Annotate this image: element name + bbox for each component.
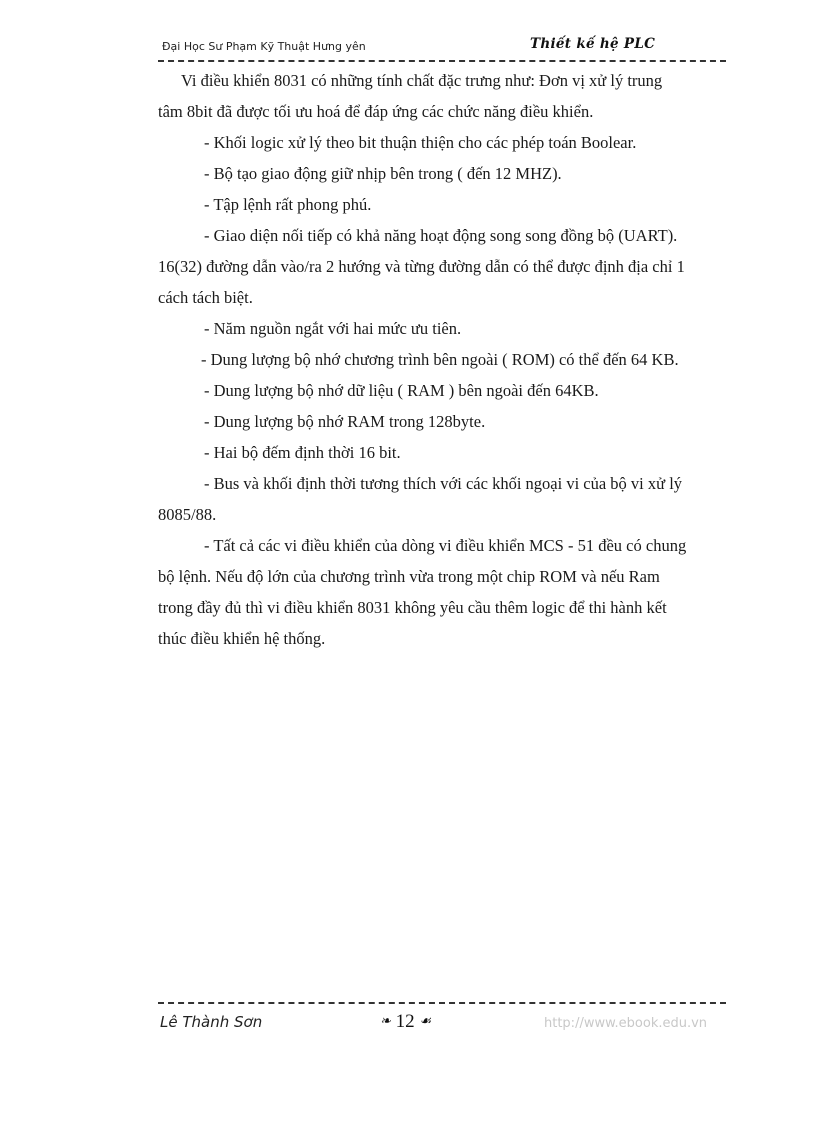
list-item: - Tập lệnh rất phong phú. — [204, 195, 372, 214]
page-header — [158, 33, 726, 63]
page-number — [380, 1011, 431, 1033]
page-number-value: 12 — [395, 1011, 415, 1032]
paragraph-line: thúc điều khiển hệ thống. — [158, 629, 326, 648]
list-item: - Hai bộ đếm định thời 16 bit. — [204, 443, 401, 462]
ornament-left-icon: ❧ — [380, 1013, 391, 1028]
paragraph-line: trong đầy đủ thì vi điều khiển 8031 không yêu cầu thêm logic để thi hành kết — [158, 598, 667, 617]
paragraph-line: bộ lệnh. Nếu độ lớn của chương trình vừa trong một chip ROM và nếu Ram — [158, 567, 660, 586]
header-divider — [158, 60, 726, 62]
paragraph-line: tâm 8bit đã được tối ưu hoá để đáp ứng các chức năng điều khiển. — [158, 102, 594, 121]
list-item: - Giao diện nối tiếp có khả năng hoạt động song song đồng bộ (UART). — [204, 226, 678, 245]
list-item: - Dung lượng bộ nhớ chương trình bên ngoài ( ROM) có thể đến 64 KB. — [201, 350, 679, 369]
paragraph-line: Vi điều khiển 8031 có những tính chất đặc trưng như: Đơn vị xử lý trung — [181, 71, 663, 90]
list-item: - Bus và khối định thời tương thích với các khối ngoại vi của bộ vi xử lý — [204, 474, 683, 493]
list-item: - Dung lượng bộ nhớ RAM trong 128byte. — [204, 412, 486, 431]
ornament-right-icon: ☙ — [419, 1013, 432, 1028]
footer-divider — [158, 1002, 726, 1004]
header-document-title: Thiết kế hệ PLC — [530, 36, 656, 52]
footer-watermark-url: http://www.ebook.edu.vn — [544, 1016, 708, 1031]
page-footer — [158, 1002, 726, 1042]
footer-author: Lê Thành Sơn — [160, 1013, 263, 1031]
paragraph-line: 16(32) đường dẫn vào/ra 2 hướng và từng đường dẫn có thể được định địa chỉ 1 — [158, 257, 685, 276]
paragraph-line: 8085/88. — [158, 505, 217, 524]
header-institution: Đại Học Sư Phạm Kỹ Thuật Hưng yên — [162, 40, 366, 53]
list-item: - Bộ tạo giao động giữ nhịp bên trong ( đến 12 MHZ). — [204, 164, 562, 183]
list-item: - Năm nguồn ngắt với hai mức ưu tiên. — [204, 319, 462, 338]
list-item: - Dung lượng bộ nhớ dữ liệu ( RAM ) bên ngoài đến 64KB. — [204, 381, 599, 400]
list-item: - Tất cả các vi điều khiển của dòng vi điều khiển MCS - 51 đều có chung — [204, 536, 687, 555]
paragraph-line: cách tách biệt. — [158, 288, 253, 307]
list-item: - Khối logic xử lý theo bit thuận thiện cho các phép toán Boolear. — [204, 133, 637, 152]
